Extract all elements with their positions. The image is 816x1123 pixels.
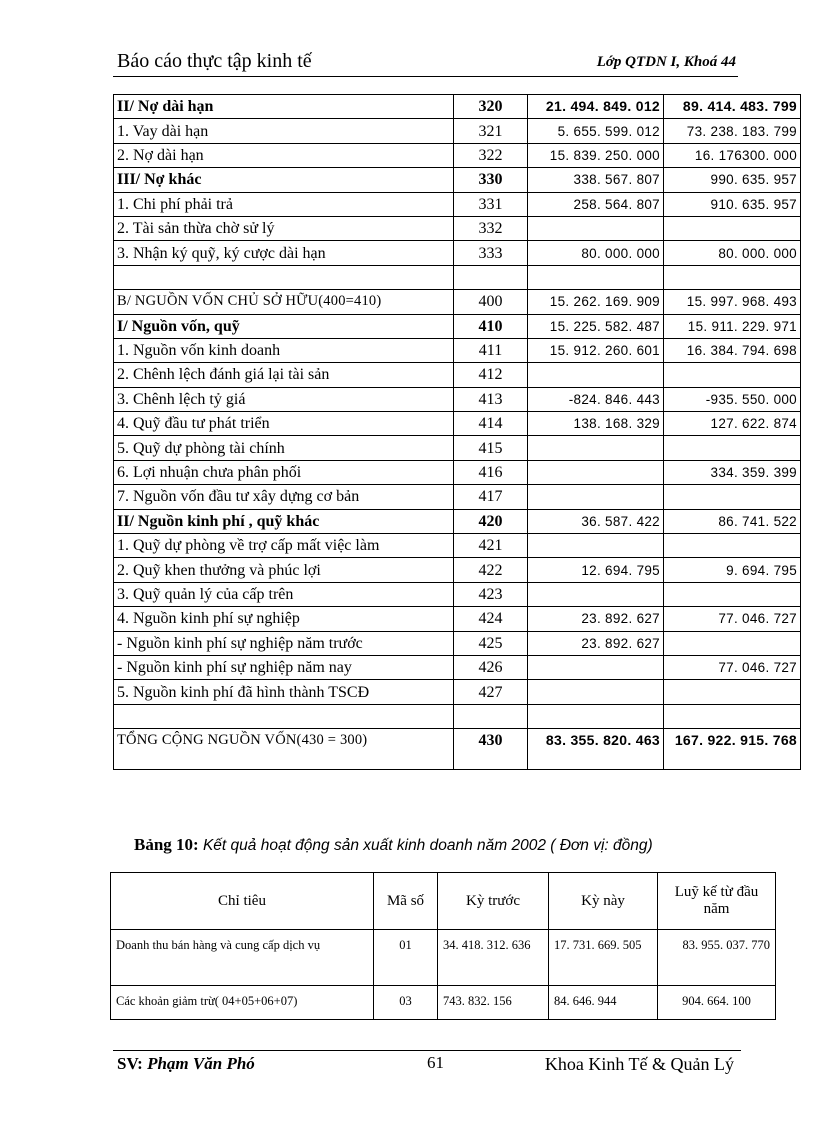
table-row: [114, 412, 801, 436]
table-row: [114, 290, 801, 314]
footer-divider: [113, 1050, 741, 1051]
row-prev-value: 15. 912. 260. 601: [528, 338, 664, 362]
row-prev-value: 338. 567. 807: [528, 168, 664, 192]
row-prev-value: 21. 494. 849. 012: [528, 95, 664, 119]
report-title: Báo cáo thực tập kinh tế: [117, 50, 312, 72]
table-row: [114, 265, 801, 289]
header-prev: Kỳ trước: [438, 873, 549, 930]
row-label: [114, 704, 454, 728]
table-row: [114, 241, 801, 265]
row-prev-value: 138. 168. 329: [528, 412, 664, 436]
student-info: [117, 1054, 255, 1074]
row-label: 2. Tài sản thừa chờ sử lý: [114, 216, 454, 240]
row-code: 322: [454, 143, 528, 167]
row-prev-value: 23. 892. 627: [528, 631, 664, 655]
row-curr-value: 9. 694. 795: [664, 558, 801, 582]
page-number: 61: [427, 1053, 444, 1072]
row-code: 420: [454, 509, 528, 533]
row-curr-value: 16. 384. 794. 698: [664, 338, 801, 362]
row-prev-value: [528, 363, 664, 387]
row-prev-value: 5. 655. 599. 012: [528, 119, 664, 143]
row-code: 333: [454, 241, 528, 265]
row-label: 1. Chi phí phải trả: [114, 192, 454, 216]
table-row: [114, 216, 801, 240]
row-curr-value: 86. 741. 522: [664, 509, 801, 533]
income-statement-table: [110, 872, 776, 1020]
row-code: 332: [454, 216, 528, 240]
row-code: 400: [454, 290, 528, 314]
row-code: 413: [454, 387, 528, 411]
total-curr-value: 167. 922. 915. 768: [664, 729, 801, 770]
row-curr-value: 77. 046. 727: [664, 655, 801, 679]
row-code: 417: [454, 485, 528, 509]
row-prev-value: 23. 892. 627: [528, 607, 664, 631]
row-code: 425: [454, 631, 528, 655]
row-prev-value: [528, 680, 664, 704]
total-prev-value: 83. 355. 820. 463: [528, 729, 664, 770]
table-row: [114, 143, 801, 167]
row-label: 2. Quỹ khen thưởng và phúc lợi: [114, 558, 454, 582]
table-row: [114, 631, 801, 655]
row-curr-value: [664, 680, 801, 704]
row-code: 416: [454, 460, 528, 484]
row-label: 6. Lợi nhuận chưa phân phối: [114, 460, 454, 484]
caption-text: Kết quả hoạt động sản xuất kinh doanh năm 2002 ( Đơn vị: đồng): [202, 837, 653, 854]
row-prev-value: [528, 265, 664, 289]
row-prev-value: [528, 582, 664, 606]
row-curr-value: [664, 436, 801, 460]
table-row: [114, 338, 801, 362]
row-code: 01: [374, 930, 438, 986]
row-code: 411: [454, 338, 528, 362]
table-row: [114, 168, 801, 192]
row-label: II/ Nợ dài hạn: [114, 95, 454, 119]
row-prev-value: 12. 694. 795: [528, 558, 664, 582]
row-curr-value: 334. 359. 399: [664, 460, 801, 484]
row-curr-value: 84. 646. 944: [549, 986, 658, 1020]
row-curr-value: [664, 216, 801, 240]
row-label: 4. Nguồn kinh phí sự nghiệp: [114, 607, 454, 631]
row-curr-value: [664, 704, 801, 728]
row-code: 03: [374, 986, 438, 1020]
row-label: I/ Nguồn vốn, quỹ: [114, 314, 454, 338]
row-label: 1. Quỹ dự phòng về trợ cấp mất việc làm: [114, 534, 454, 558]
row-prev-value: [528, 460, 664, 484]
row-curr-value: -935. 550. 000: [664, 387, 801, 411]
row-curr-value: 127. 622. 874: [664, 412, 801, 436]
table-row: [114, 436, 801, 460]
table-row: [114, 534, 801, 558]
table-row: [114, 704, 801, 728]
row-code: 412: [454, 363, 528, 387]
table-row: [114, 192, 801, 216]
table-header-row: [111, 873, 776, 930]
student-label: SV:: [117, 1054, 143, 1073]
row-prev-value: 258. 564. 807: [528, 192, 664, 216]
row-curr-value: 73. 238. 183. 799: [664, 119, 801, 143]
row-code: 421: [454, 534, 528, 558]
row-label: [114, 265, 454, 289]
row-prev-value: [528, 655, 664, 679]
row-indicator: Doanh thu bán hàng và cung cấp dịch vụ: [111, 930, 374, 986]
row-prev-value: 15. 262. 169. 909: [528, 290, 664, 314]
row-label: II/ Nguồn kinh phí , quỹ khác: [114, 509, 454, 533]
row-prev-value: 15. 839. 250. 000: [528, 143, 664, 167]
row-curr-value: 17. 731. 669. 505: [549, 930, 658, 986]
row-label: 2. Chênh lệch đánh giá lại tài sản: [114, 363, 454, 387]
row-label: 1. Vay dài hạn: [114, 119, 454, 143]
row-ytd-value: 83. 955. 037. 770: [658, 930, 776, 986]
row-indicator: Các khoản giảm trừ( 04+05+06+07): [111, 986, 374, 1020]
table-caption: [134, 835, 653, 855]
row-prev-value: 15. 225. 582. 487: [528, 314, 664, 338]
table-row: [111, 930, 776, 986]
row-label: 3. Chênh lệch tỷ giá: [114, 387, 454, 411]
row-prev-value: [528, 485, 664, 509]
table-row: [114, 680, 801, 704]
balance-sheet-table: [113, 94, 801, 770]
table-row: [114, 558, 801, 582]
row-ytd-value: 904. 664. 100: [658, 986, 776, 1020]
table-row: [114, 460, 801, 484]
table-row: [114, 485, 801, 509]
row-curr-value: [664, 582, 801, 606]
row-curr-value: [664, 485, 801, 509]
row-label: 5. Nguồn kinh phí đã hình thành TSCĐ: [114, 680, 454, 704]
row-code: 423: [454, 582, 528, 606]
row-code: [454, 265, 528, 289]
row-curr-value: 77. 046. 727: [664, 607, 801, 631]
row-prev-value: 36. 587. 422: [528, 509, 664, 533]
table-row: [114, 387, 801, 411]
row-label: - Nguồn kinh phí sự nghiệp năm nay: [114, 655, 454, 679]
row-curr-value: [664, 363, 801, 387]
header-curr: Kỳ này: [549, 873, 658, 930]
row-code: [454, 704, 528, 728]
table-row: [114, 655, 801, 679]
total-row: [114, 729, 801, 770]
table-row: [114, 607, 801, 631]
header-divider: [113, 76, 738, 77]
row-prev-value: [528, 534, 664, 558]
row-code: 330: [454, 168, 528, 192]
row-label: 1. Nguồn vốn kinh doanh: [114, 338, 454, 362]
row-code: 426: [454, 655, 528, 679]
row-curr-value: [664, 631, 801, 655]
table-row: [114, 582, 801, 606]
row-curr-value: 990. 635. 957: [664, 168, 801, 192]
row-label: 7. Nguồn vốn đầu tư xây dựng cơ bản: [114, 485, 454, 509]
row-prev-value: [528, 704, 664, 728]
header-indicator: Chỉ tiêu: [111, 873, 374, 930]
total-label: TỔNG CỘNG NGUỒN VỐN(430 = 300): [114, 729, 454, 770]
faculty-name: Khoa Kinh Tế & Quản Lý: [544, 1054, 734, 1074]
row-curr-value: 15. 997. 968. 493: [664, 290, 801, 314]
row-prev-value: [528, 436, 664, 460]
row-prev-value: 743. 832. 156: [438, 986, 549, 1020]
row-label: B/ NGUỒN VỐN CHỦ SỞ HỮU(400=410): [114, 290, 454, 314]
total-code: 430: [454, 729, 528, 770]
row-code: 414: [454, 412, 528, 436]
row-prev-value: 34. 418. 312. 636: [438, 930, 549, 986]
table-row: [111, 986, 776, 1020]
class-info: Lớp QTDN I, Khoá 44: [596, 54, 736, 70]
header-ytd: Luỹ kế từ đầu năm: [658, 873, 776, 930]
table-row: [114, 95, 801, 119]
row-curr-value: 80. 000. 000: [664, 241, 801, 265]
row-code: 321: [454, 119, 528, 143]
row-code: 410: [454, 314, 528, 338]
row-label: 3. Quỹ quản lý của cấp trên: [114, 582, 454, 606]
caption-label: Bảng 10:: [134, 835, 199, 854]
row-curr-value: 910. 635. 957: [664, 192, 801, 216]
row-code: 427: [454, 680, 528, 704]
header-code: Mã số: [374, 873, 438, 930]
row-prev-value: [528, 216, 664, 240]
row-code: 424: [454, 607, 528, 631]
row-curr-value: 15. 911. 229. 971: [664, 314, 801, 338]
row-code: 320: [454, 95, 528, 119]
table-row: [114, 363, 801, 387]
row-curr-value: 16. 176300. 000: [664, 143, 801, 167]
table-row: [114, 509, 801, 533]
row-curr-value: [664, 265, 801, 289]
row-code: 331: [454, 192, 528, 216]
row-label: 4. Quỹ đầu tư phát triển: [114, 412, 454, 436]
row-prev-value: -824. 846. 443: [528, 387, 664, 411]
table-row: [114, 119, 801, 143]
student-name: Phạm Văn Phó: [147, 1054, 255, 1073]
row-curr-value: [664, 534, 801, 558]
row-prev-value: 80. 000. 000: [528, 241, 664, 265]
row-label: - Nguồn kinh phí sự nghiệp năm trước: [114, 631, 454, 655]
row-label: 5. Quỹ dự phòng tài chính: [114, 436, 454, 460]
row-curr-value: 89. 414. 483. 799: [664, 95, 801, 119]
row-label: III/ Nợ khác: [114, 168, 454, 192]
row-label: 3. Nhận ký quỹ, ký cược dài hạn: [114, 241, 454, 265]
row-code: 415: [454, 436, 528, 460]
row-label: 2. Nợ dài hạn: [114, 143, 454, 167]
row-code: 422: [454, 558, 528, 582]
table-row: [114, 314, 801, 338]
